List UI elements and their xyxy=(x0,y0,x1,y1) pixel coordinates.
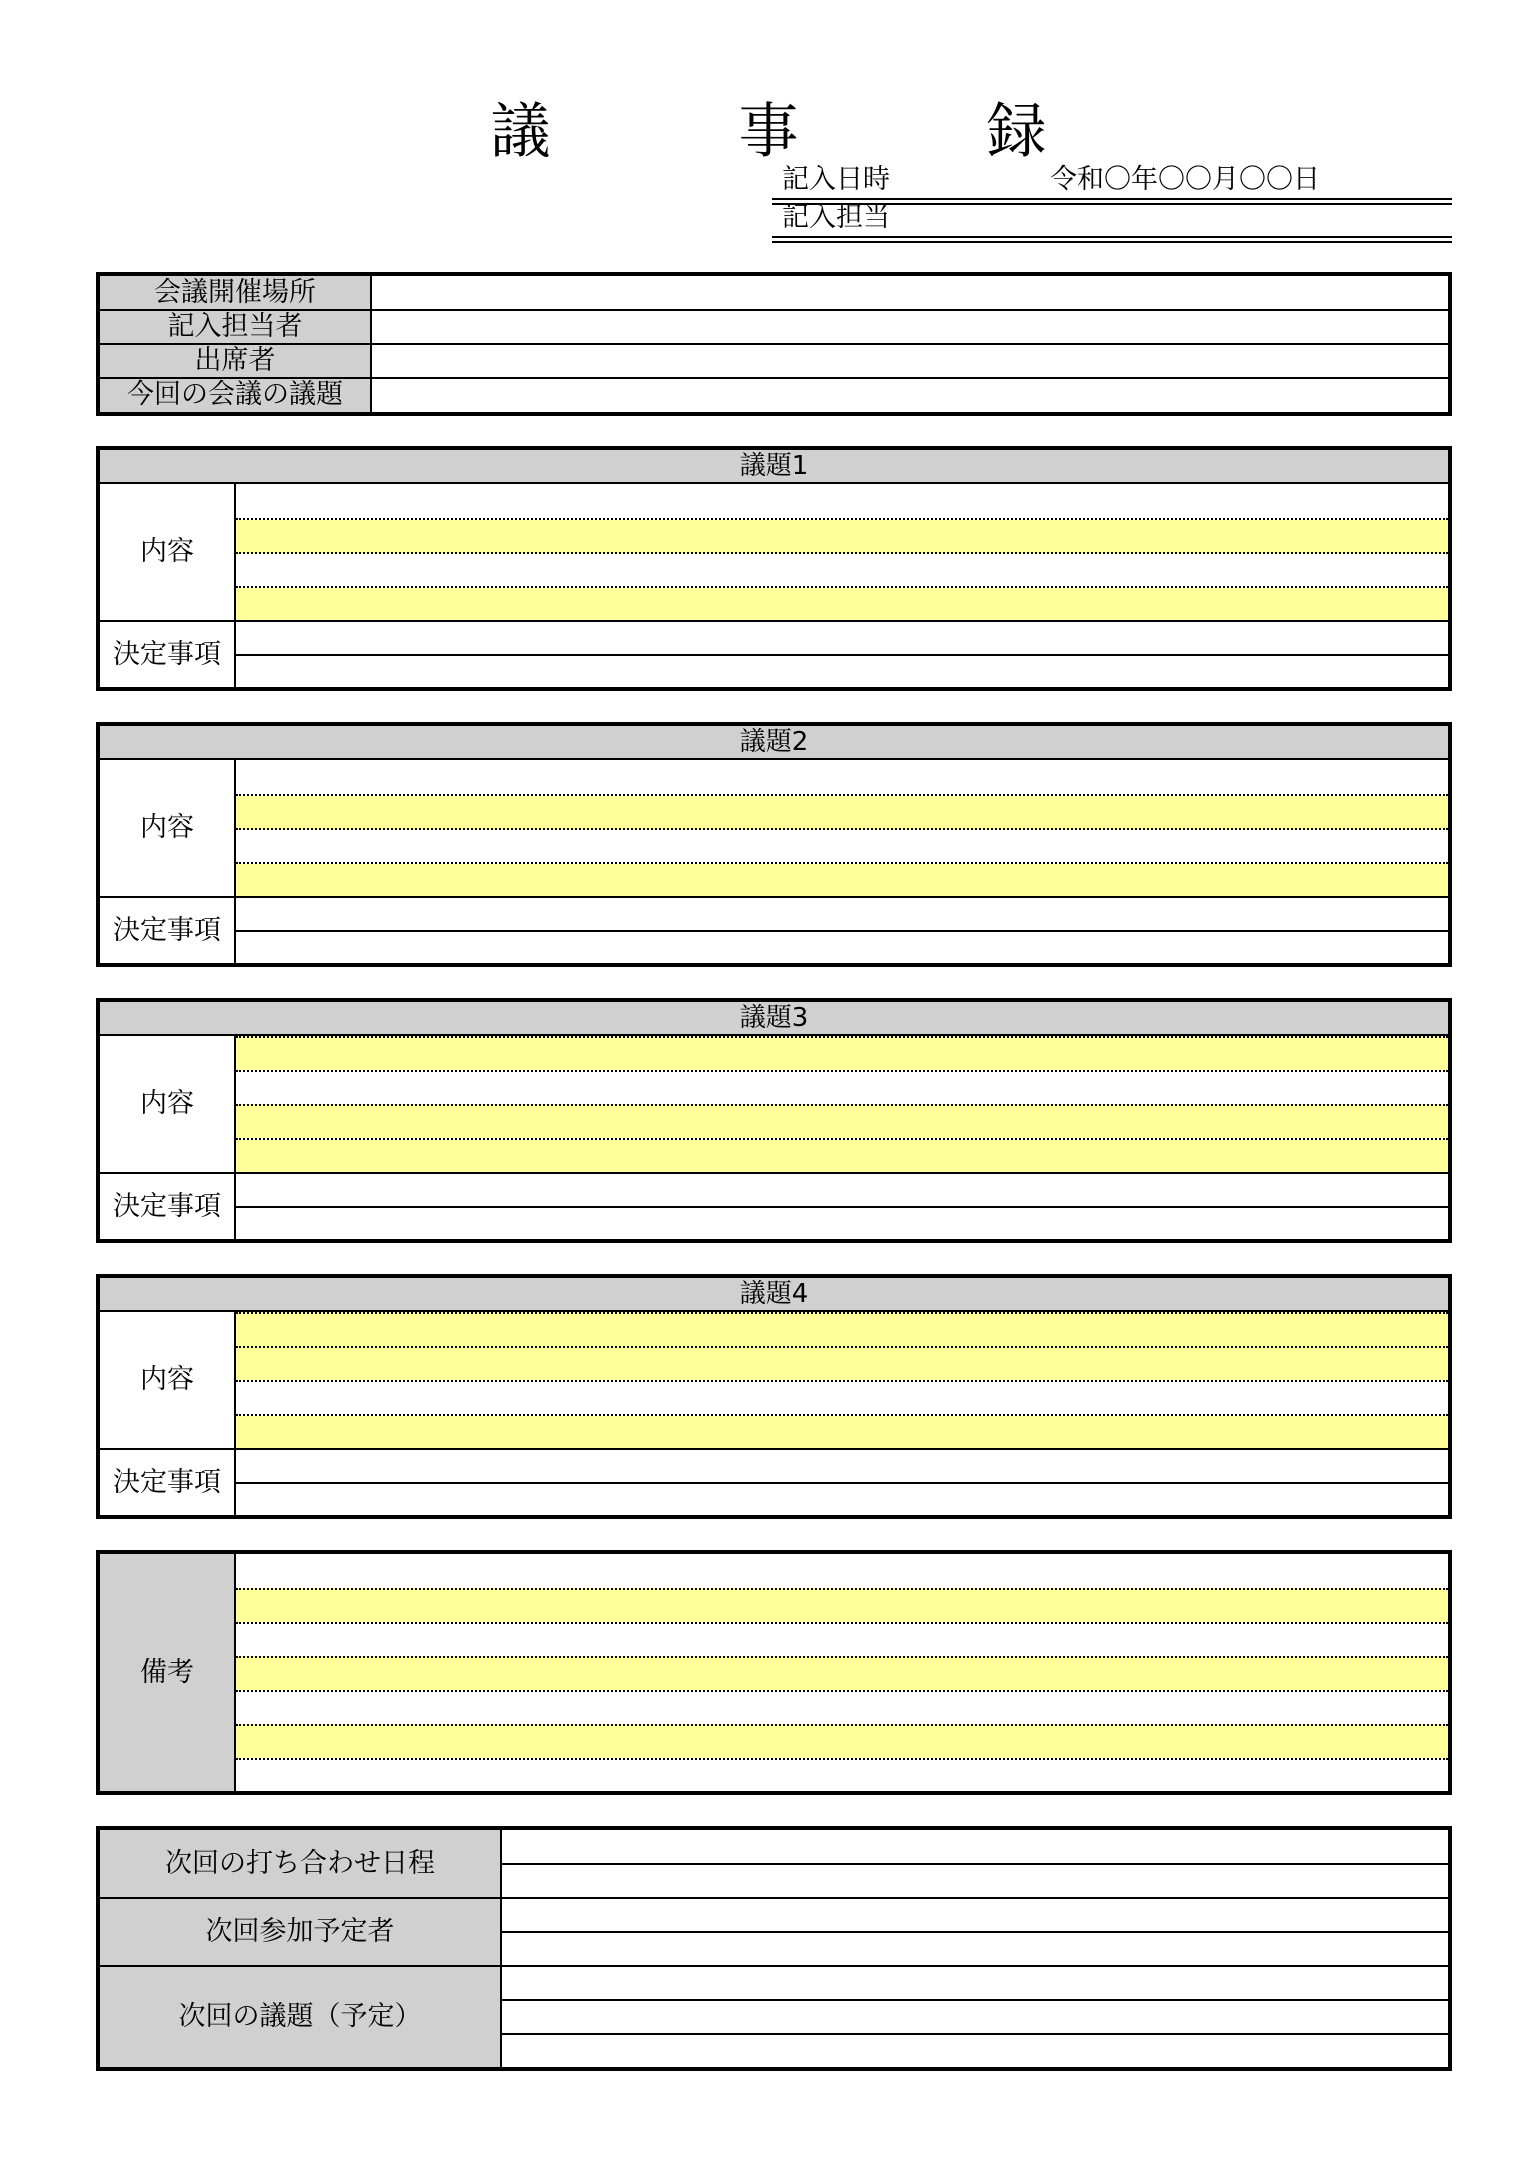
content-label: 内容 xyxy=(140,812,194,843)
date-label: 記入日時 xyxy=(782,164,890,195)
agenda-content-field[interactable] xyxy=(236,1312,1448,1448)
agenda-title: 議題1 xyxy=(739,451,809,481)
decision-label: 決定事項 xyxy=(113,1191,221,1222)
agenda-content-field[interactable] xyxy=(236,1036,1448,1172)
recorder-label: 記入担当 xyxy=(782,202,890,233)
agenda-block-3 xyxy=(96,998,1452,1243)
agenda-decision-field[interactable] xyxy=(236,622,1448,687)
next-attendees-label: 次回参加予定者 xyxy=(205,1916,395,1947)
date-value[interactable]: 令和〇年〇〇月〇〇日 xyxy=(1050,164,1320,195)
info-label-recorder: 記入担当者 xyxy=(167,311,303,342)
page-title: 議 事 録 xyxy=(490,97,1111,167)
next-meeting-table xyxy=(96,1826,1452,2071)
next-attendees-field[interactable] xyxy=(502,1899,1448,1965)
agenda-title: 議題3 xyxy=(739,1003,809,1033)
recorder-row xyxy=(772,200,1452,236)
agenda-decision-field[interactable] xyxy=(236,1450,1448,1515)
recorder-underline xyxy=(772,236,1452,238)
next-schedule-field[interactable] xyxy=(502,1830,1448,1897)
recorder-underline-2 xyxy=(772,241,1452,243)
date-row xyxy=(772,162,1452,198)
notes-label: 備考 xyxy=(140,1657,194,1688)
agenda-content-field[interactable] xyxy=(236,760,1448,896)
content-label: 内容 xyxy=(140,1088,194,1119)
agenda-decision-field[interactable] xyxy=(236,898,1448,963)
decision-label: 決定事項 xyxy=(113,639,221,670)
decision-label: 決定事項 xyxy=(113,915,221,946)
info-label-agenda: 今回の会議の議題 xyxy=(127,379,343,410)
content-label: 内容 xyxy=(140,1364,194,1395)
next-agenda-field[interactable] xyxy=(502,1967,1448,2067)
agenda-block-4 xyxy=(96,1274,1452,1519)
agenda-block-2 xyxy=(96,722,1452,967)
agenda-title: 議題4 xyxy=(739,1279,809,1309)
next-schedule-label: 次回の打ち合わせ日程 xyxy=(165,1848,435,1879)
notes-field[interactable] xyxy=(236,1554,1448,1791)
notes-block xyxy=(96,1550,1452,1795)
content-label: 内容 xyxy=(140,536,194,567)
agenda-content-field[interactable] xyxy=(236,484,1448,620)
agenda-decision-field[interactable] xyxy=(236,1174,1448,1239)
next-agenda-label: 次回の議題（予定） xyxy=(178,2001,422,2032)
info-field-agenda[interactable] xyxy=(372,379,1448,412)
info-field-attendees[interactable] xyxy=(372,345,1448,377)
decision-label: 決定事項 xyxy=(113,1467,221,1498)
info-label-attendees: 出席者 xyxy=(194,345,276,376)
agenda-title: 議題2 xyxy=(739,727,809,757)
info-label-venue: 会議開催場所 xyxy=(154,277,316,308)
agenda-block-1 xyxy=(96,446,1452,691)
meeting-info-table xyxy=(96,272,1452,416)
info-field-venue[interactable] xyxy=(372,276,1448,309)
info-field-recorder[interactable] xyxy=(372,311,1448,343)
